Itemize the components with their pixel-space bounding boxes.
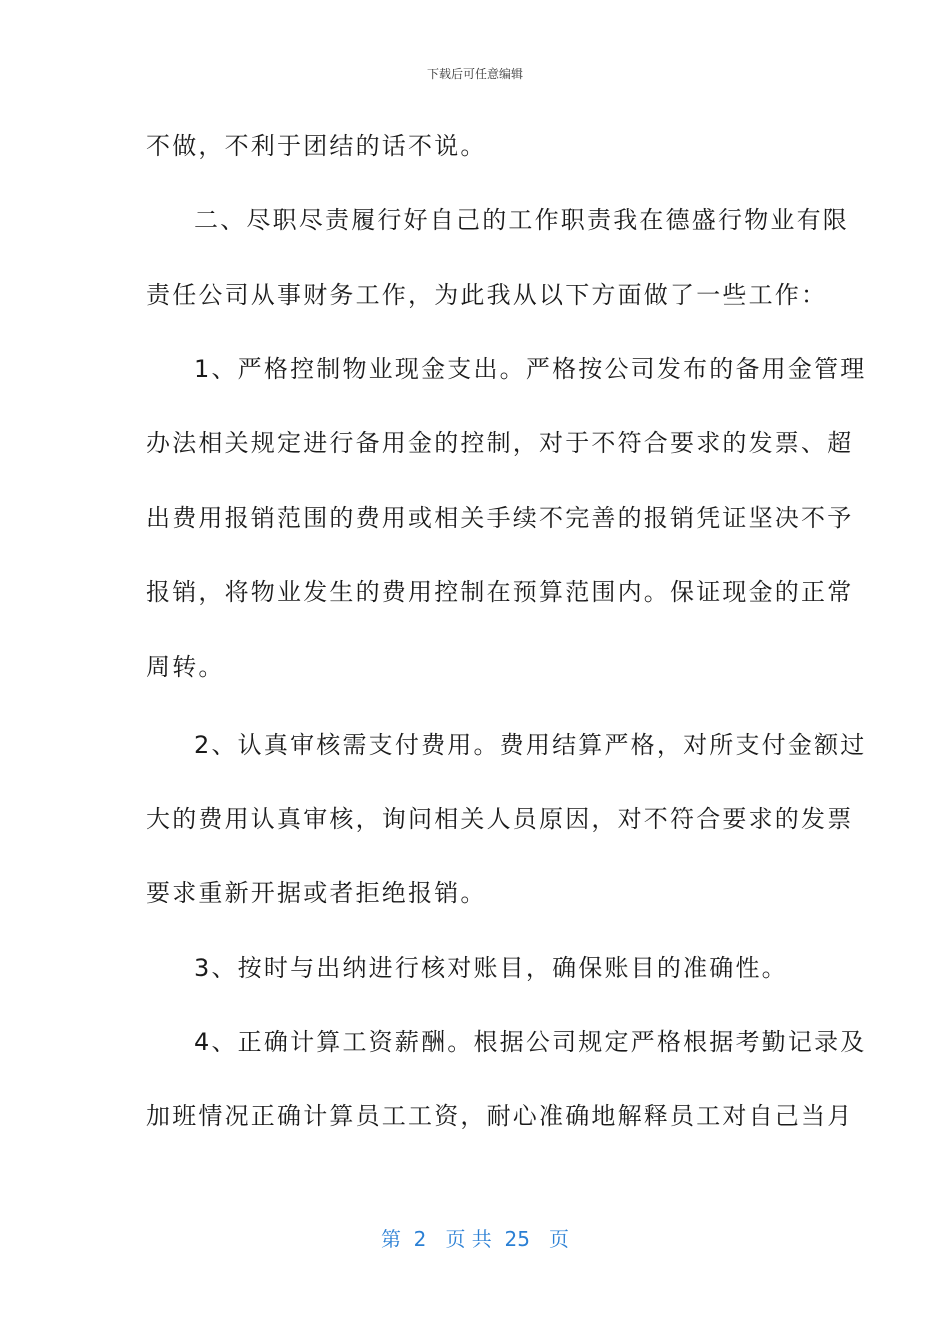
- text-line: 4、正确计算工资薪酬。根据公司规定严格根据考勤记录及: [194, 1028, 867, 1056]
- page-header-note: 下载后可任意编辑: [426, 67, 523, 81]
- page-number-footer: 第 2 页 共 25 页: [380, 1227, 570, 1251]
- text-line: 责任公司从事财务工作，为此我从以下方面做了一些工作：: [146, 281, 828, 309]
- text-line: 办法相关规定进行备用金的控制，对于不符合要求的发票、超: [146, 429, 854, 457]
- text-line: 出费用报销范围的费用或相关手续不完善的报销凭证坚决不予: [146, 504, 854, 532]
- text-line: 不做，不利于团结的话不说。: [146, 132, 487, 160]
- text-line: 3、按时与出纳进行核对账目，确保账目的准确性。: [194, 954, 788, 982]
- text-line: 2、认真审核需支付费用。费用结算严格，对所支付金额过: [194, 731, 867, 759]
- text-line: 周转。: [146, 653, 225, 681]
- text-line: 1、严格控制物业现金支出。严格按公司发布的备用金管理: [194, 355, 867, 383]
- text-line: 报销，将物业发生的费用控制在预算范围内。保证现金的正常: [146, 578, 854, 606]
- text-line: 大的费用认真审核，询问相关人员原因，对不符合要求的发票: [146, 805, 854, 833]
- text-line: 要求重新开据或者拒绝报销。: [146, 879, 487, 907]
- text-line: 二、尽职尽责履行好自己的工作职责我在德盛行物业有限: [194, 206, 849, 234]
- text-line: 加班情况正确计算员工工资，耐心准确地解释员工对自己当月: [146, 1102, 854, 1130]
